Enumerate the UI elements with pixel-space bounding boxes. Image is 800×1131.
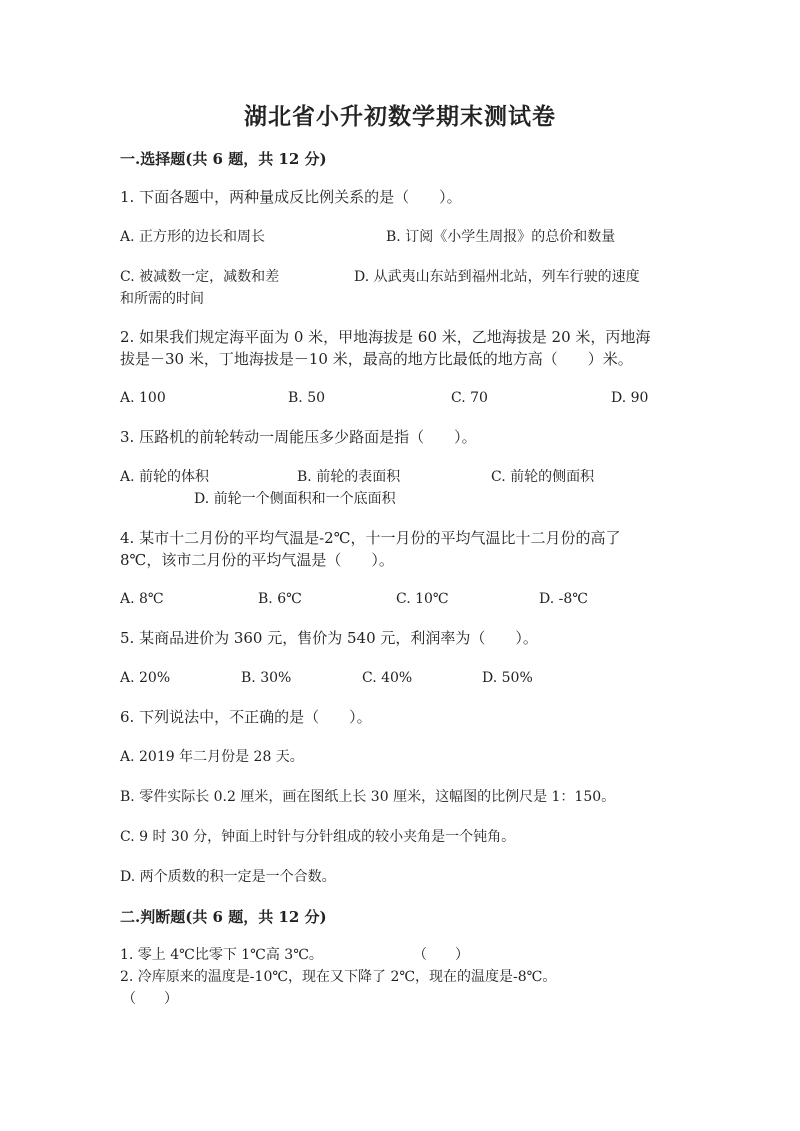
judgment-2-text: 2. 冷库原来的温度是-10℃，现在又下降了 2℃，现在的温度是-8℃。 <box>120 969 557 985</box>
judgment-1-answer-blank: （ ） <box>413 947 469 963</box>
question-5-text: 5. 某商品进价为 360 元，售价为 540 元，利润率为（ ）。 <box>120 629 538 647</box>
question-2-option-b: B. 50 <box>288 390 326 406</box>
question-6-option-b: B. 零件实际长 0.2 厘米，画在图纸上长 30 厘米，这幅图的比例尺是 1：150。 <box>120 789 616 805</box>
section-heading-multiple-choice: 一.选择题(共 6 题，共 12 分) <box>120 150 327 168</box>
question-3-option-d: D. 前轮一个侧面积和一个底面积 <box>194 491 396 507</box>
question-4-option-d: D. -8℃ <box>539 591 588 607</box>
question-6-option-a: A. 2019 年二月份是 28 天。 <box>120 749 304 765</box>
judgment-2-answer-blank: （ ） <box>122 991 178 1007</box>
question-4-text-line-1: 4. 某市十二月份的平均气温是-2℃，十一月份的平均气温比十二月份的高了 <box>120 529 621 547</box>
question-3-option-a: A. 前轮的体积 <box>120 469 210 485</box>
question-5-option-d: D. 50% <box>482 670 533 686</box>
question-4-option-c: C. 10℃ <box>396 591 449 607</box>
question-1-text: 1. 下面各题中，两种量成反比例关系的是（ ）。 <box>120 188 462 206</box>
question-1-option-b: B. 订阅《小学生周报》的总价和数量 <box>386 229 616 245</box>
question-6-option-c: C. 9 时 30 分，钟面上时针与分针组成的较小夹角是一个钝角。 <box>120 829 516 845</box>
question-4-option-b: B. 6℃ <box>258 591 302 607</box>
question-5-option-c: C. 40% <box>362 670 413 686</box>
question-5-option-b: B. 30% <box>241 670 292 686</box>
judgment-1-text: 1. 零上 4℃比零下 1℃高 3℃。 <box>120 947 323 963</box>
question-1-option-a: A. 正方形的边长和周长 <box>120 229 266 245</box>
question-6-text: 6. 下列说法中，不正确的是（ ）。 <box>120 708 372 726</box>
question-5-option-a: A. 20% <box>120 670 171 686</box>
question-1-option-d-continued: 和所需的时间 <box>120 291 204 307</box>
question-2-option-c: C. 70 <box>451 390 488 406</box>
question-2-option-a: A. 100 <box>120 390 166 406</box>
question-4-text-line-2: 8℃，该市二月份的平均气温是（ ）。 <box>120 551 394 569</box>
question-1-option-c: C. 被减数一定，减数和差 <box>120 269 280 285</box>
question-3-text: 3. 压路机的前轮转动一周能压多少路面是指（ ）。 <box>120 428 477 446</box>
section-heading-true-false: 二.判断题(共 6 题，共 12 分) <box>120 908 327 926</box>
question-2-option-d: D. 90 <box>611 390 649 406</box>
question-2-text-line-2: 拔是－30 米，丁地海拔是－10 米，最高的地方比最低的地方高（ ）米。 <box>120 350 633 368</box>
question-3-option-c: C. 前轮的侧面积 <box>491 469 595 485</box>
question-4-option-a: A. 8℃ <box>120 591 164 607</box>
exam-title: 湖北省小升初数学期末测试卷 <box>244 103 556 130</box>
question-2-text-line-1: 2. 如果我们规定海平面为 0 米，甲地海拔是 60 米，乙地海拔是 20 米，丙地海 <box>120 328 651 346</box>
question-1-option-d: D. 从武夷山东站到福州北站，列车行驶的速度 <box>354 269 640 285</box>
question-6-option-d: D. 两个质数的积一定是一个合数。 <box>120 869 336 885</box>
question-3-option-b: B. 前轮的表面积 <box>297 469 401 485</box>
